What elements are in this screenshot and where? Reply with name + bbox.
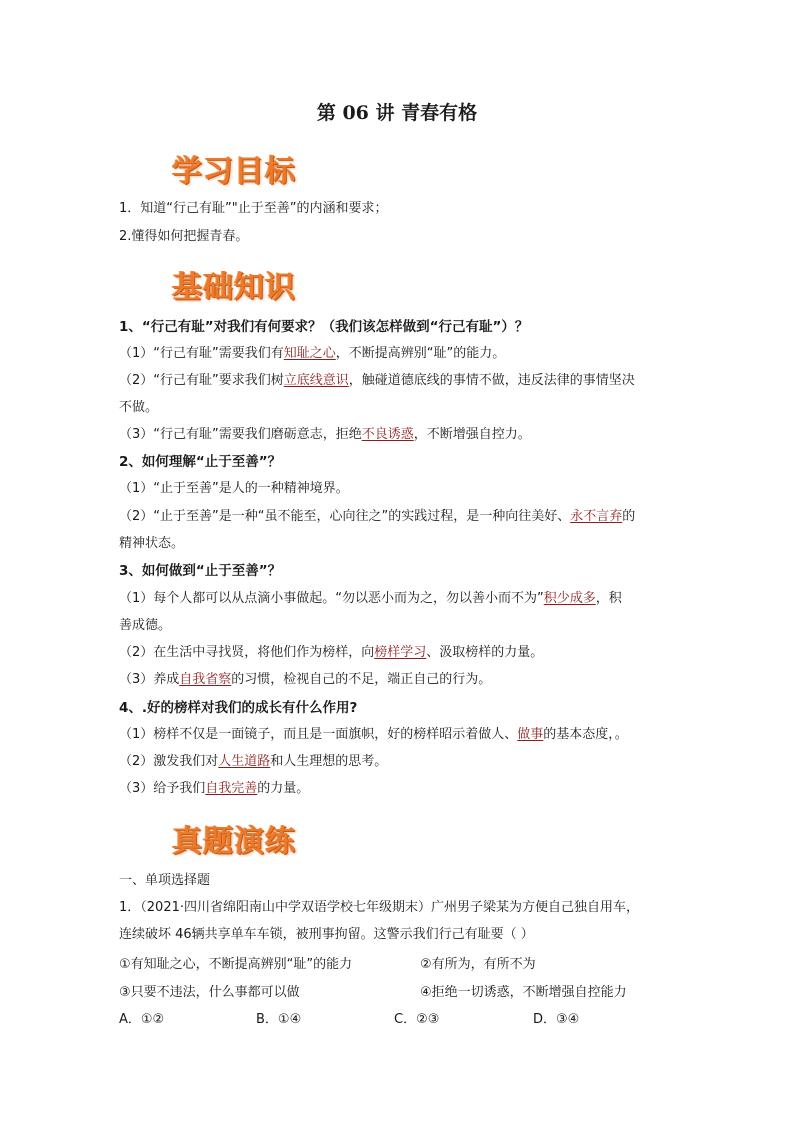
q2-line-1: （1）“止于至善”是人的一种精神境界。 [119, 481, 349, 496]
choice-b: B．①④ [256, 1012, 302, 1027]
statement-3: ③只要不违法，什么事都可以做 [119, 985, 300, 1000]
q3-line-3: （3）养成自我省察的习惯，检视自己的不足，端正自己的行为。 [119, 672, 492, 687]
section-banner-practice: 真题演练 [172, 824, 296, 859]
choice-c: C．②③ [394, 1012, 440, 1027]
question-stem-line-1: 1．（2021·四川省绵阳南山中学双语学校七年级期末）广州男子梁某为方便自己独自用车， [119, 900, 639, 915]
q1-line-2: （2）“行己有耻”要求我们树立底线意识，触碰道德底线的事情不做，违反法律的事情坚决 [119, 373, 635, 388]
statement-1: ①有知耻之心，不断提高辨别“耻”的能力 [119, 957, 353, 972]
goal-line-1: 1．知道“行己有耻”"止于至善”的内涵和要求； [119, 201, 388, 216]
goal-line-2: 2.懂得如何把握青春。 [119, 229, 249, 244]
q4-line-3: （3）给予我们自我完善的力量。 [119, 781, 310, 796]
q3-heading: 3、如何做到“止于至善”？ [119, 563, 282, 579]
exercise-type: 一、单项选择题 [119, 873, 211, 888]
q3-line-1-cont: 善成德。 [119, 618, 172, 633]
q4-line-1: （1）榜样不仅是一面镜子，而且是一面旗帜，好的榜样昭示着做人、做事的基本态度，。 [119, 727, 628, 742]
page-title: 第 06 讲 青春有格 [316, 102, 478, 124]
q3-line-1: （1）每个人都可以从点滴小事做起。“勿以恶小而为之，勿以善小而不为”积少成多，积 [119, 591, 622, 606]
q4-heading: 4、.好的榜样对我们的成长有什么作用? [119, 700, 358, 716]
q1-line-3: （3）“行己有耻”需要我们磨砺意志，拒绝不良诱惑，不断增强自控力。 [119, 427, 531, 442]
q2-heading: 2、如何理解“止于至善”？ [119, 454, 282, 470]
statement-4: ④拒绝一切诱惑，不断增强自控能力 [420, 985, 627, 1000]
q2-line-2: （2）“止于至善”是一种“虽不能至，心向往之”的实践过程，是一种向往美好、永不言弃的 [119, 509, 636, 524]
section-banner-basics: 基础知识 [172, 270, 296, 305]
q1-line-2-cont: 不做。 [119, 400, 159, 415]
question-stem-line-2: 连续破坏 46辆共享单车车锁，被刑事拘留。这警示我们行己有耻要（ ） [119, 927, 534, 942]
q1-line-1: （1）“行己有耻”需要我们有知耻之心，不断提高辨别“耻”的能力。 [119, 346, 506, 361]
choice-d: D．③④ [533, 1012, 580, 1027]
q3-line-2: （2）在生活中寻找贤，将他们作为榜样，向榜样学习、汲取榜样的力量。 [119, 645, 544, 660]
statement-2: ②有所为，有所不为 [420, 957, 536, 972]
q1-heading: 1、“行己有耻”对我们有何要求？（我们该怎样做到“行己有耻”）？ [119, 319, 529, 335]
section-banner-goals: 学习目标 [172, 154, 296, 189]
q4-line-2: （2）激发我们对人生道路和人生理想的思考。 [119, 754, 388, 769]
choice-a: A．①② [119, 1012, 165, 1027]
q2-line-2-cont: 精神状态。 [119, 536, 185, 551]
